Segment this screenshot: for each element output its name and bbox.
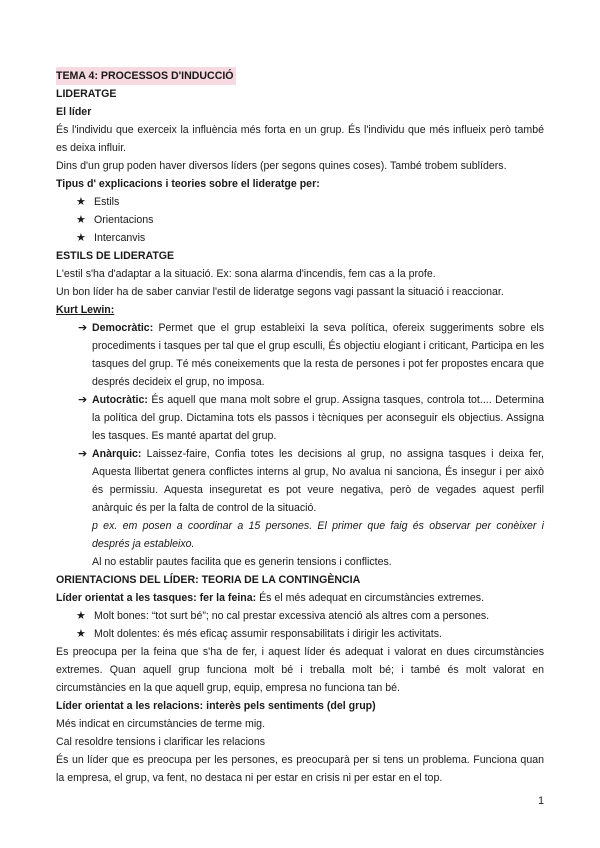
- paragraph: L'estil s'ha d'adaptar a la situació. Ex: sona alarma d'incendis, fem cas a la profe.: [56, 268, 436, 280]
- heading-tipus: Tipus d' explicacions i teories sobre el lideratge per:: [56, 178, 320, 190]
- heading-kurt-lewin: Kurt Lewin:: [56, 304, 115, 316]
- note-text: Al no establir pautes facilita que es generin tensions i conflictes.: [92, 556, 392, 568]
- arrow-bullet-icon: ➔: [78, 448, 88, 460]
- list-item: ★ Estils: [56, 193, 544, 211]
- paragraph: Es preocupa per la feina que s'ha de fer, i aquest líder és adequat i valorat en dues circumstàncies extremes. Quan aquell grup funciona molt bé i treballa molt bé; i també és molt valorat en circumstàncies en la que aquell grup, equip, empresa no funciona tan bé.: [56, 646, 544, 694]
- heading-orientacions: ORIENTACIONS DEL LÍDER: TEORIA DE LA CONTINGÈNCIA: [56, 574, 361, 586]
- heading-estils: ESTILS DE LIDERATGE: [56, 250, 175, 262]
- heading-lideratge: LIDERATGE: [56, 88, 117, 100]
- topic-title: TEMA 4: PROCESSOS D'INDUCCIÓ: [56, 67, 236, 85]
- paragraph: És un líder que es preocupa per les persones, es preocuparà per si tens un problema. Funciona quan la empresa, el grup, va fent, no destaca ni per estar en crisis ni per estar en el top.: [56, 754, 544, 784]
- document-page: [56, 67, 544, 787]
- paragraph: Líder orientat a les tasques: fer la feina: És el més adequat en circumstàncies extremes.: [56, 592, 485, 604]
- paragraph: Dins d'un grup poden haver diversos líders (per segons quines coses). També trobem sublíders.: [56, 160, 507, 172]
- page-number: 1: [538, 795, 544, 807]
- list-item-democratic: ➔ Democràtic: Permet que el grup estableixi la seva política, ofereix suggeriments sobre els procediments i tasques per tal que el grup esculli, És objectiu elogiant i criticant, Participa en les tasques del grup. Té més coneixements que la resta de persones i pot fer propostes encara que després decideix el grup, no imposa.: [56, 319, 544, 391]
- paragraph: Un bon líder ha de saber canviar l'estil de lideratge segons vagi passant la situació i reaccionar.: [56, 286, 504, 298]
- list-item: ★ Intercanvis: [56, 229, 544, 247]
- arrow-bullet-icon: ➔: [78, 394, 88, 406]
- list-item-anarquic: ➔ Anàrquic: Laissez-faire, Confia totes les decisions al grup, no assigna tasques i deixa fer, Aquesta llibertat genera conflictes interns al grup, No avalua ni sanciona, És insegur i per això és permissiu. Aquesta inseguretat es pot veure negativa, però de vegades aquest perfil anàrquic és per la falta de control de la situació.: [56, 445, 544, 517]
- list-item: ★ Molt bones: “tot surt bé”; no cal prestar excessiva atenció als altres com a persones.: [56, 607, 544, 625]
- list-item-autocratic: ➔ Autocràtic: És aquell que mana molt sobre el grup. Assigna tasques, controla tot.... Determina la política del grup. Dictamina tots els passos i tècniques per aconseguir els objectius. Assigna les tasques. Es manté apartat del grup.: [56, 391, 544, 445]
- list-item: ★ Molt dolentes: és més eficaç assumir responsabilitats i dirigir les activitats.: [56, 625, 544, 643]
- star-bullet-icon: ★: [76, 196, 86, 208]
- star-bullet-icon: ★: [76, 214, 86, 226]
- heading-relacions: Líder orientat a les relacions: interès pels sentiments (del grup): [56, 700, 376, 712]
- star-bullet-icon: ★: [76, 232, 86, 244]
- paragraph: Cal resoldre tensions i clarificar les relacions: [56, 736, 266, 748]
- example-text: p ex. em posen a coordinar a 15 persones. El primer que faig és observar per conèixer i després ja estableixo.: [92, 520, 544, 550]
- list-item: ★ Orientacions: [56, 211, 544, 229]
- paragraph: Més indicat en circumstàncies de terme mig.: [56, 718, 266, 730]
- star-bullet-icon: ★: [76, 610, 86, 622]
- arrow-bullet-icon: ➔: [78, 322, 88, 334]
- star-bullet-icon: ★: [76, 628, 86, 640]
- heading-el-lider: El líder: [56, 106, 92, 118]
- paragraph: És l'individu que exerceix la influència més forta en un grup. És l'individu que més influeix però també es deixa influir.: [56, 124, 544, 154]
